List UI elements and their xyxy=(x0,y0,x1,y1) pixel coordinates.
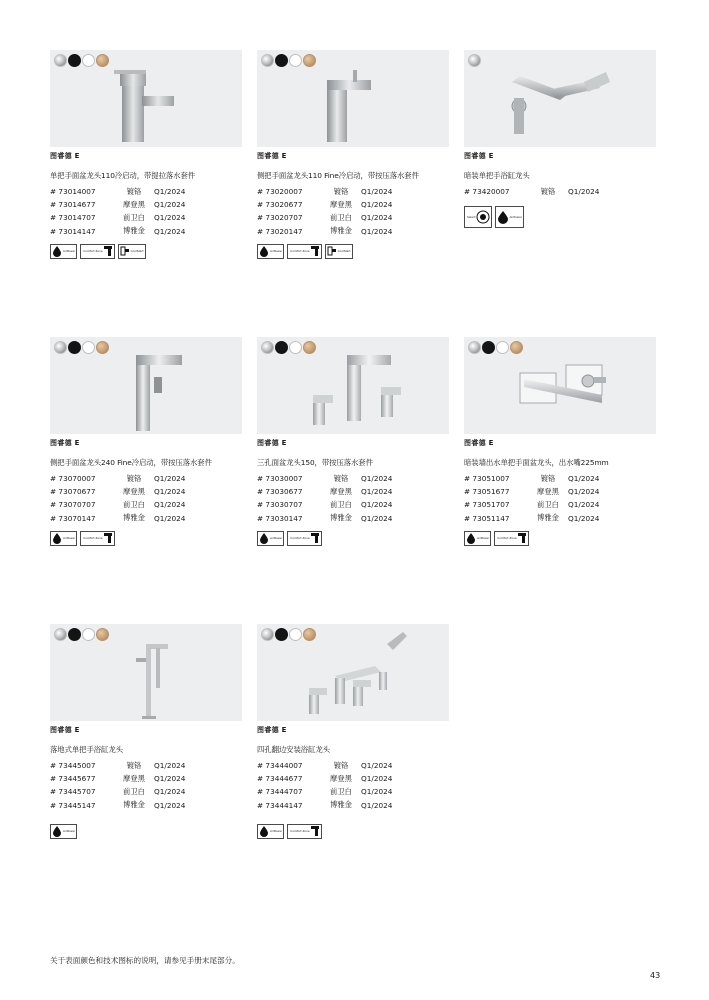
article-code: # 73051677 xyxy=(464,487,510,497)
product-title: 侧把手面盆龙头240 Fine冷启动，带按压落水套件 xyxy=(50,458,212,467)
finish-name: 镀铬 xyxy=(540,473,556,483)
variant-row xyxy=(50,759,242,772)
tech-icons xyxy=(50,824,242,839)
coolstart-icon: CoolStart xyxy=(325,244,353,259)
finish-name: 博雅金 xyxy=(123,226,145,236)
article-code: # 73070677 xyxy=(50,487,96,497)
tech-icons xyxy=(257,531,449,546)
airpower-icon: AirPower xyxy=(464,531,491,546)
product-title: 侧把手面盆龙头110 Fine冷启动，带按压落水套件 xyxy=(257,171,419,180)
release-date: Q1/2024 xyxy=(154,800,186,810)
product-image xyxy=(50,337,242,434)
finish-name: 镀铬 xyxy=(333,760,349,770)
article-code: # 73030677 xyxy=(257,487,303,497)
article-code: # 73445677 xyxy=(50,774,96,784)
variant-row xyxy=(50,485,242,498)
airpower-icon: AirPower xyxy=(257,244,284,259)
variant-row xyxy=(50,198,242,211)
airpower-icon: AirPower xyxy=(50,244,77,259)
finish-name: 摩登黑 xyxy=(123,486,145,496)
variant-list xyxy=(464,185,656,198)
product-card-6 xyxy=(464,337,656,546)
tech-icons xyxy=(50,244,242,259)
variant-row xyxy=(257,225,449,238)
finish-name: 前卫白 xyxy=(330,786,352,796)
variant-row xyxy=(257,759,449,772)
product-title: 四孔翻边安装浴缸龙头 xyxy=(257,745,330,754)
variant-list xyxy=(257,185,449,238)
release-date: Q1/2024 xyxy=(361,474,393,484)
variant-row xyxy=(464,185,656,198)
product-title: 三孔面盆龙头150，带按压落水套件 xyxy=(257,458,373,467)
release-date: Q1/2024 xyxy=(154,774,186,784)
finish-name: 博雅金 xyxy=(330,513,352,523)
product-card-5 xyxy=(257,337,449,546)
release-date: Q1/2024 xyxy=(361,487,393,497)
variant-row xyxy=(257,211,449,224)
article-code: # 73020677 xyxy=(257,200,303,210)
article-code: # 73444707 xyxy=(257,787,303,797)
release-date: Q1/2024 xyxy=(361,226,393,236)
tech-icons xyxy=(257,824,449,839)
brand-name: 图睿德 E xyxy=(464,152,494,160)
finish-name: 镀铬 xyxy=(540,186,556,196)
release-date: Q1/2024 xyxy=(154,474,186,484)
finish-name: 镀铬 xyxy=(333,473,349,483)
release-date: Q1/2024 xyxy=(361,787,393,797)
finish-name: 镀铬 xyxy=(126,473,142,483)
variant-list xyxy=(50,472,242,525)
release-date: Q1/2024 xyxy=(154,213,186,223)
brand-name: 图睿德 E xyxy=(464,439,494,447)
variant-row xyxy=(50,225,242,238)
basin-mixer-illustration xyxy=(50,50,242,147)
variant-list xyxy=(464,472,656,525)
release-date: Q1/2024 xyxy=(154,187,186,197)
airpower-icon: AirPower xyxy=(257,531,284,546)
finish-name: 镀铬 xyxy=(126,186,142,196)
release-date: Q1/2024 xyxy=(154,487,186,497)
finish-name: 摩登黑 xyxy=(123,199,145,209)
release-date: Q1/2024 xyxy=(361,513,393,523)
article-code: # 73420007 xyxy=(464,187,510,197)
article-code: # 73014707 xyxy=(50,213,96,223)
tech-icons xyxy=(464,531,656,546)
airpower-icon: AirPower xyxy=(50,824,77,839)
variant-row xyxy=(257,472,449,485)
article-code: # 73070007 xyxy=(50,474,96,484)
finish-name: 镀铬 xyxy=(333,186,349,196)
variant-row xyxy=(464,498,656,511)
floor-bath-mixer-illustration xyxy=(50,624,242,721)
variant-row xyxy=(464,472,656,485)
variant-row xyxy=(464,512,656,525)
release-date: Q1/2024 xyxy=(154,226,186,236)
release-date: Q1/2024 xyxy=(154,500,186,510)
article-code: # 73030147 xyxy=(257,513,303,523)
release-date: Q1/2024 xyxy=(361,187,393,197)
article-code: # 73444677 xyxy=(257,774,303,784)
product-image xyxy=(464,50,656,147)
variant-row xyxy=(50,211,242,224)
product-image xyxy=(50,624,242,721)
release-date: Q1/2024 xyxy=(361,761,393,771)
variant-row xyxy=(50,785,242,798)
variant-row xyxy=(257,185,449,198)
product-card-8 xyxy=(257,624,449,839)
release-date: Q1/2024 xyxy=(154,200,186,210)
release-date: Q1/2024 xyxy=(568,187,600,197)
finish-name: 前卫白 xyxy=(537,499,559,509)
finish-name: 博雅金 xyxy=(330,226,352,236)
article-code: # 73051707 xyxy=(464,500,510,510)
product-card-1 xyxy=(50,50,242,259)
article-code: # 73030007 xyxy=(257,474,303,484)
release-date: Q1/2024 xyxy=(154,787,186,797)
product-card-7 xyxy=(50,624,242,839)
finish-name: 前卫白 xyxy=(123,786,145,796)
article-code: # 73444007 xyxy=(257,761,303,771)
tech-icons xyxy=(50,531,242,546)
release-date: Q1/2024 xyxy=(361,200,393,210)
variant-row xyxy=(257,799,449,812)
release-date: Q1/2024 xyxy=(361,213,393,223)
brand-name: 图睿德 E xyxy=(50,439,80,447)
finish-name: 前卫白 xyxy=(330,499,352,509)
release-date: Q1/2024 xyxy=(568,474,600,484)
comfort-zone-icon: Comfort Zone xyxy=(287,824,321,839)
finish-name: 摩登黑 xyxy=(330,199,352,209)
comfort-zone-icon: Comfort Zone xyxy=(80,531,114,546)
product-image xyxy=(464,337,656,434)
finish-name: 博雅金 xyxy=(123,513,145,523)
brand-name: 图睿德 E xyxy=(50,726,80,734)
tall-basin-mixer-illustration xyxy=(50,337,242,434)
article-code: # 73020707 xyxy=(257,213,303,223)
product-card-3 xyxy=(464,50,656,228)
comfort-zone-icon: Comfort Zone xyxy=(287,244,321,259)
finish-name: 博雅金 xyxy=(537,513,559,523)
variant-row xyxy=(464,485,656,498)
airpower-icon: AirPower xyxy=(257,824,284,839)
finish-name: 摩登黑 xyxy=(123,773,145,783)
brand-name: 图睿德 E xyxy=(257,726,287,734)
wall-basin-mixer-illustration xyxy=(464,337,656,434)
product-title: 落地式单把手浴缸龙头 xyxy=(50,745,123,754)
footnote: 关于表面颜色和技术图标的说明，请参见手册末尾部分。 xyxy=(50,956,240,965)
variant-row xyxy=(50,185,242,198)
product-title: 暗装单把手浴缸龙头 xyxy=(464,171,530,180)
tech-icons xyxy=(257,244,449,259)
variant-row xyxy=(257,198,449,211)
basin-mixer-illustration xyxy=(257,50,449,147)
article-code: # 73445007 xyxy=(50,761,96,771)
variant-list xyxy=(50,185,242,238)
product-image xyxy=(257,624,449,721)
tech-icons xyxy=(464,206,656,228)
variant-list xyxy=(50,759,242,812)
release-date: Q1/2024 xyxy=(568,500,600,510)
article-code: # 73014007 xyxy=(50,187,96,197)
variant-list xyxy=(257,472,449,525)
product-image xyxy=(257,50,449,147)
bath-mixer-illustration xyxy=(464,50,656,147)
variant-row xyxy=(257,498,449,511)
airpower-icon: AirPower xyxy=(495,206,524,228)
variant-row xyxy=(257,485,449,498)
article-code: # 73020007 xyxy=(257,187,303,197)
variant-row xyxy=(50,512,242,525)
brand-name: 图睿德 E xyxy=(257,439,287,447)
brand-name: 图睿德 E xyxy=(50,152,80,160)
variant-row xyxy=(50,799,242,812)
comfort-zone-icon: Comfort Zone xyxy=(80,244,114,259)
article-code: # 73030707 xyxy=(257,500,303,510)
comfort-zone-icon: Comfort Zone xyxy=(287,531,321,546)
finish-name: 前卫白 xyxy=(123,212,145,222)
finish-name: 前卫白 xyxy=(123,499,145,509)
release-date: Q1/2024 xyxy=(361,774,393,784)
article-code: # 73051147 xyxy=(464,513,510,523)
release-date: Q1/2024 xyxy=(568,487,600,497)
article-code: # 73014677 xyxy=(50,200,96,210)
variant-row xyxy=(50,772,242,785)
select-icon: Select xyxy=(464,206,492,228)
variant-row xyxy=(257,512,449,525)
article-code: # 73051007 xyxy=(464,474,510,484)
variant-row xyxy=(50,472,242,485)
finish-name: 摩登黑 xyxy=(537,486,559,496)
airpower-icon: AirPower xyxy=(50,531,77,546)
article-code: # 73444147 xyxy=(257,800,303,810)
finish-name: 前卫白 xyxy=(330,212,352,222)
article-code: # 73014147 xyxy=(50,226,96,236)
product-card-4 xyxy=(50,337,242,546)
release-date: Q1/2024 xyxy=(361,500,393,510)
release-date: Q1/2024 xyxy=(154,513,186,523)
article-code: # 73070147 xyxy=(50,513,96,523)
comfort-zone-icon: Comfort Zone xyxy=(494,531,528,546)
finish-name: 镀铬 xyxy=(126,760,142,770)
variant-row xyxy=(50,498,242,511)
brand-name: 图睿德 E xyxy=(257,152,287,160)
variant-list xyxy=(257,759,449,812)
article-code: # 73020147 xyxy=(257,226,303,236)
variant-row xyxy=(257,772,449,785)
product-image xyxy=(257,337,449,434)
release-date: Q1/2024 xyxy=(568,513,600,523)
release-date: Q1/2024 xyxy=(361,800,393,810)
finish-name: 摩登黑 xyxy=(330,773,352,783)
four-hole-bath-mixer-illustration xyxy=(257,624,449,721)
article-code: # 73070707 xyxy=(50,500,96,510)
coolstart-icon: CoolStart xyxy=(118,244,146,259)
product-card-2 xyxy=(257,50,449,259)
article-code: # 73445147 xyxy=(50,800,96,810)
finish-name: 博雅金 xyxy=(123,800,145,810)
product-title: 暗装墙出水单把手面盆龙头，出水嘴225mm xyxy=(464,458,609,467)
finish-name: 摩登黑 xyxy=(330,486,352,496)
finish-name: 博雅金 xyxy=(330,800,352,810)
product-title: 单把手面盆龙头110冷启动，带提拉落水套件 xyxy=(50,171,196,180)
three-hole-mixer-illustration xyxy=(257,337,449,434)
article-code: # 73445707 xyxy=(50,787,96,797)
product-image xyxy=(50,50,242,147)
page-number: 43 xyxy=(650,971,661,980)
variant-row xyxy=(257,785,449,798)
release-date: Q1/2024 xyxy=(154,761,186,771)
